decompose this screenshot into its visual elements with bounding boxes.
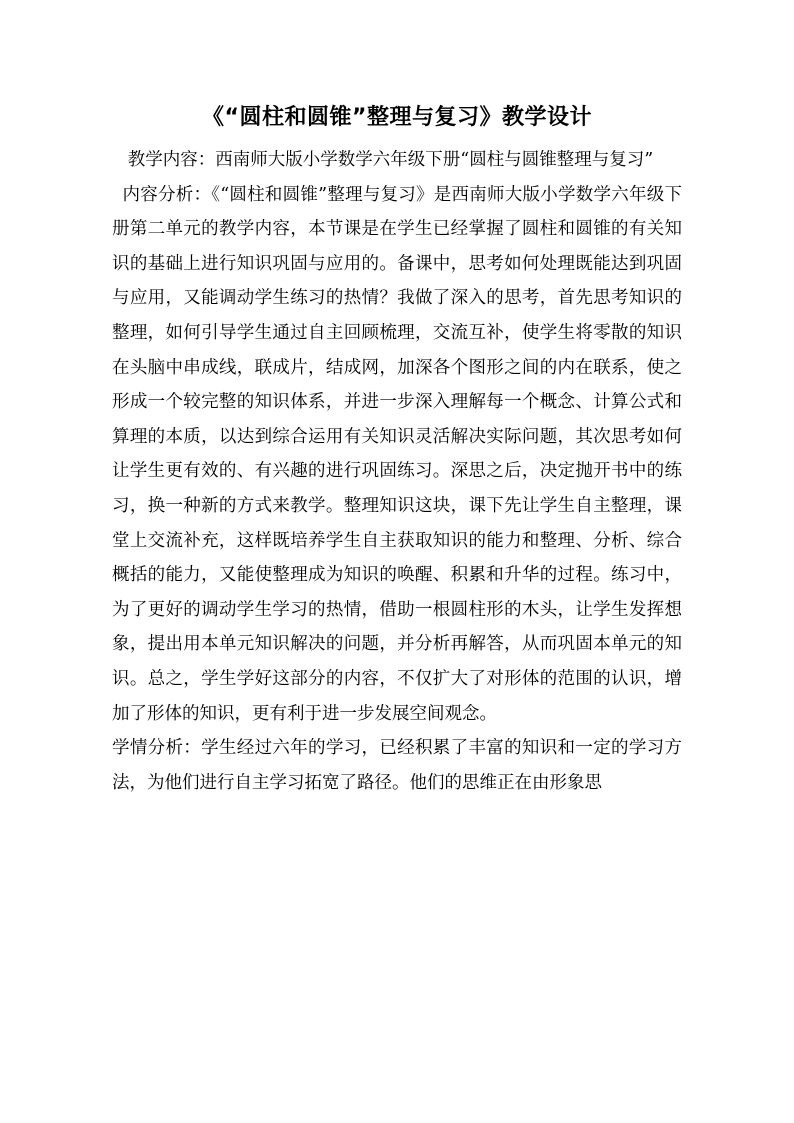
- document-body: [112, 143, 682, 800]
- paragraph-student-analysis: 学情分析：学生经过六年的学习，已经积累了丰富的知识和一定的学习方法，为他们进行自主学习拓宽了路径。他们的思维正在由形象思: [112, 738, 682, 793]
- paragraph-teaching-content: 教学内容：西南师大版小学数学六年级下册“圆柱与圆锥整理与复习”: [127, 150, 654, 170]
- document-title: 《“圆柱和圆锥”整理与复习》教学设计: [202, 105, 592, 130]
- paragraph-content-analysis: 内容分析：《“圆柱和圆锥”整理与复习》是西南师大版小学数学六年级下册第二单元的教学内容，本节课是在学生已经掌握了圆柱和圆锥的有关知识的基础上进行知识巩固与应用的。备课中，思考如何处理既能达到巩固与应用，又能调动学生练习的热情？我做了深入的思考，首先思考知识的整理，如何引导学生通过自主回顾梳理，交流互补，使学生将零散的知识在头脑中串成线，联成片，结成网，加深各个图形之间的内在联系，使之形成一个较完整的知识体系，并进一步深入理解每一个概念、计算公式和算理的本质，以达到综合运用有关知识灵活解决实际问题，其次思考如何让学生更有效的、有兴趣的进行巩固练习。深思之后，决定抛开书中的练习，换一种新的方式来教学。整理知识这块，课下先让学生自主整理，课堂上交流补充，这样既培养学生自主获取知识的能力和整理、分析、综合概括的能力，又能使整理成为知识的唤醒、积累和升华的过程。练习中，为了更好的调动学生学习的热情，借助一根圆柱形的木头，让学生发挥想象，提出用本单元知识解决的问题，并分析再解答，从而巩固本单元的知识。总之，学生学好这部分的内容，不仅扩大了对形体的范围的认识，增加了形体的知识，更有利于进一步发展空间观念。: [112, 184, 682, 724]
